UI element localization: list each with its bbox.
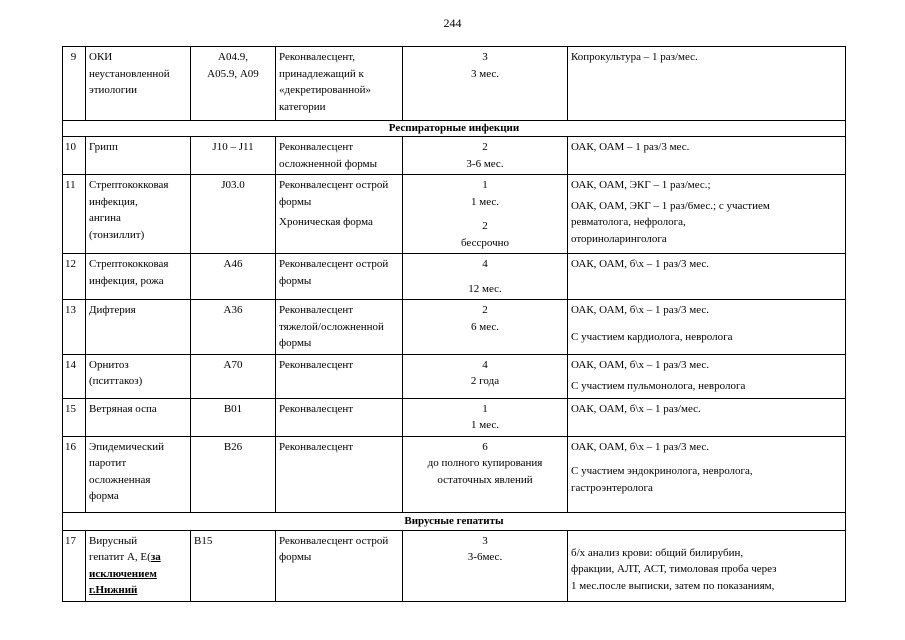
row-number: 17	[63, 530, 86, 601]
exam-cell: ОАК, ОАМ – 1 раз/3 мес.	[568, 137, 846, 175]
follow-up-table	[62, 46, 846, 602]
patient-state-cell: Реконвалесцент осложненной формы	[276, 137, 403, 175]
table-row	[63, 436, 846, 512]
row-number: 12	[63, 254, 86, 300]
table-row	[63, 354, 846, 398]
section-row	[63, 512, 846, 530]
disease-cell: Дифтерия	[86, 300, 191, 355]
row-number: 16	[63, 436, 86, 512]
icd-code-cell: J10 – J11	[191, 137, 276, 175]
exam-cell: ОАК, ОАМ, б\х – 1 раз/3 мес. С участием кардиолога, невролога	[568, 300, 846, 355]
exam-cell: ОАК, ОАМ, б\х – 1 раз/мес.	[568, 398, 846, 436]
icd-code-cell: А70	[191, 354, 276, 398]
patient-state-cell: Реконвалесцент	[276, 354, 403, 398]
row-number: 13	[63, 300, 86, 355]
exam-cell: б/х анализ крови: общий билирубин, фракции, АЛТ, АСТ, тимоловая проба через 1 мес.после выписки, затем по показаниям,	[568, 530, 846, 601]
patient-state-cell: Реконвалесцент, принадлежащий к «декретированной» категории	[276, 47, 403, 121]
disease-cell: Вирусный гепатит А, Е(за исключением г.Нижний	[86, 530, 191, 601]
term-cell: 3 3 мес.	[403, 47, 568, 121]
exam-cell: ОАК, ОАМ, ЭКГ – 1 раз/мес.; ОАК, ОАМ, ЭКГ – 1 раз/6мес.; с участием ревматолога, нефролога, оториноларинголога	[568, 175, 846, 254]
row-number: 14	[63, 354, 86, 398]
icd-code-cell: В15	[191, 530, 276, 601]
table-row	[63, 175, 846, 254]
term-cell: 1 1 мес.	[403, 398, 568, 436]
term-cell: 2 6 мес.	[403, 300, 568, 355]
table-row	[63, 137, 846, 175]
patient-state-cell: Реконвалесцент	[276, 436, 403, 512]
term-cell: 6 до полного купирования остаточных явлений	[403, 436, 568, 512]
exam-cell: ОАК, ОАМ, б\х – 1 раз/3 мес.	[568, 254, 846, 300]
icd-code-cell: В26	[191, 436, 276, 512]
exam-cell: ОАК, ОАМ, б\х – 1 раз/3 мес. С участием эндокринолога, невролога, гастроэнтеролога	[568, 436, 846, 512]
icd-code-cell: А04.9, А05.9, А09	[191, 47, 276, 121]
patient-state-cell: Реконвалесцент острой формы	[276, 530, 403, 601]
disease-cell: Стрептококковая инфекция, ангина (тонзиллит)	[86, 175, 191, 254]
section-title: Респираторные инфекции	[63, 121, 846, 137]
term-cell: 1 1 мес. 2 бессрочно	[403, 175, 568, 254]
patient-state-cell: Реконвалесцент острой формы Хроническая форма	[276, 175, 403, 254]
term-cell: 4 12 мес.	[403, 254, 568, 300]
disease-cell: Грипп	[86, 137, 191, 175]
section-title: Вирусные гепатиты	[63, 512, 846, 530]
table-row	[63, 254, 846, 300]
exam-cell: Копрокультура – 1 раз/мес.	[568, 47, 846, 121]
disease-cell: Стрептококковая инфекция, рожа	[86, 254, 191, 300]
row-number: 15	[63, 398, 86, 436]
disease-cell: Орнитоз (пситтакоз)	[86, 354, 191, 398]
icd-code-cell: А36	[191, 300, 276, 355]
table-row	[63, 530, 846, 601]
underlined-note: за	[150, 551, 161, 563]
table-row	[63, 47, 846, 121]
row-number: 11	[63, 175, 86, 254]
page-number: 244	[443, 16, 462, 30]
term-cell: 4 2 года	[403, 354, 568, 398]
row-number: 10	[63, 137, 86, 175]
table-row	[63, 398, 846, 436]
disease-cell: ОКИ неустановленной этиологии	[86, 47, 191, 121]
icd-code-cell: В01	[191, 398, 276, 436]
patient-state-cell: Реконвалесцент	[276, 398, 403, 436]
term-cell: 2 3-6 мес.	[403, 137, 568, 175]
patient-state-cell: Реконвалесцент острой формы	[276, 254, 403, 300]
exam-cell: ОАК, ОАМ, б\х – 1 раз/3 мес. С участием пульмонолога, невролога	[568, 354, 846, 398]
disease-cell: Эпидемический паротит осложненная форма	[86, 436, 191, 512]
icd-code-cell: J03.0	[191, 175, 276, 254]
patient-state-cell: Реконвалесцент тяжелой/осложненной формы	[276, 300, 403, 355]
section-row	[63, 121, 846, 137]
disease-cell: Ветряная оспа	[86, 398, 191, 436]
table-row	[63, 300, 846, 355]
row-number: 9	[63, 47, 86, 121]
term-cell: 3 3-6мес.	[403, 530, 568, 601]
icd-code-cell: А46	[191, 254, 276, 300]
